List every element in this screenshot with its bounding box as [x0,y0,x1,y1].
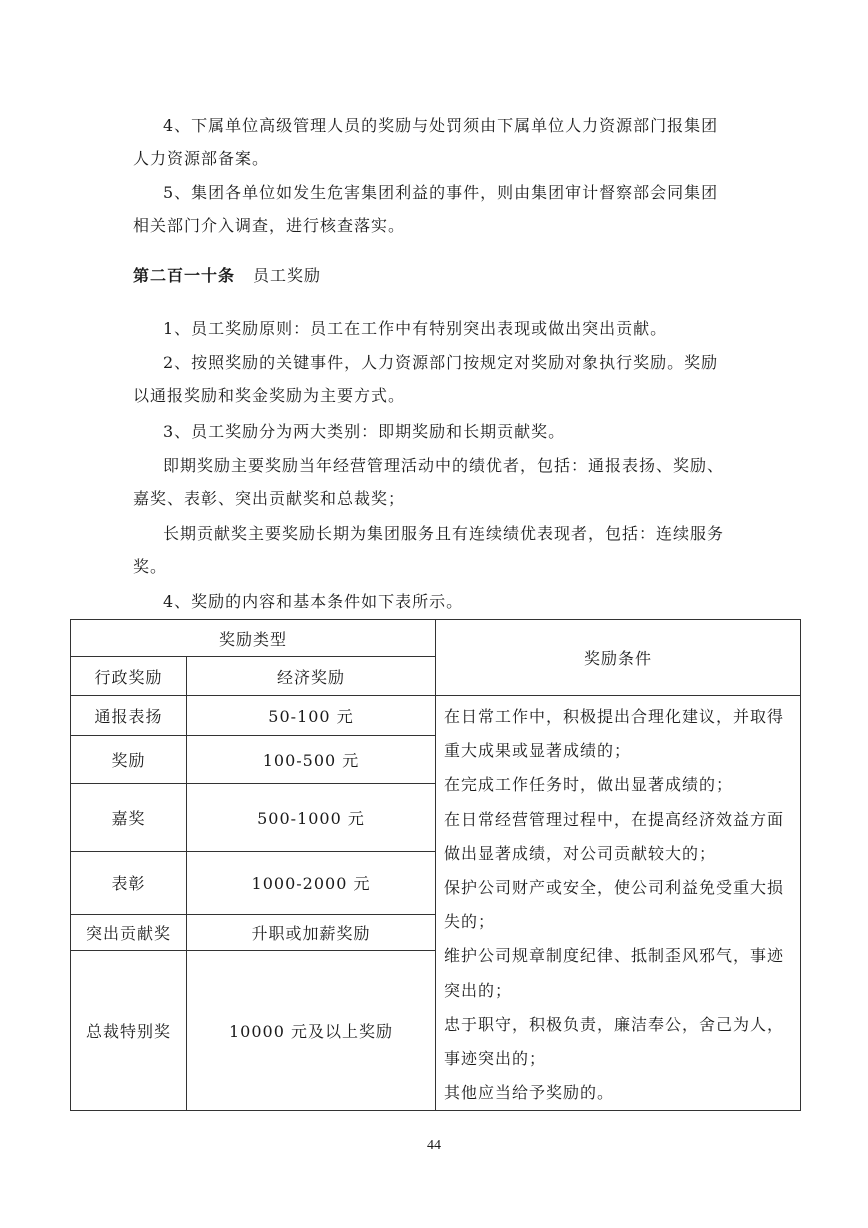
header-award-type: 奖励类型 [71,620,436,657]
body-line: 奖。 [133,557,168,576]
body-line: 长期贡献奖主要奖励长期为集团服务且有连续绩优表现者，包括：连续服务 [163,524,725,543]
body-line: 以通报奖励和奖金奖励为主要方式。 [133,386,406,405]
condition-line: 在完成工作任务时，做出显著成绩的； [444,775,734,795]
paragraph-line: 5、集团各单位如发生危害集团利益的事件，则由集团审计督察部会同集团 [163,183,719,202]
econ-award-cell: 1000-2000 元 [187,852,436,915]
table-row [71,696,801,736]
condition-line: 失的； [444,912,496,932]
condition-line: 其他应当给予奖励的。 [444,1083,615,1103]
condition-line: 事迹突出的； [444,1049,547,1069]
header-admin-award: 行政奖励 [71,657,187,696]
condition-line: 在日常工作中，积极提出合理化建议，并取得 [444,707,785,726]
admin-award-cell: 突出贡献奖 [71,914,187,950]
page-number: 44 [427,1138,441,1153]
condition-line: 突出的； [444,980,513,1000]
condition-line: 保护公司财产或安全，使公司利益免受重大损 [444,878,785,898]
conditions-cell [436,696,801,1111]
condition-line: 重大成果或显著成绩的； [444,741,632,761]
table-header-row [71,620,801,657]
admin-award-cell: 通报表扬 [71,696,187,736]
paragraph-line: 4、下属单位高级管理人员的奖励与处罚须由下属单位人力资源部门报集团 [163,116,719,135]
header-econ-award: 经济奖励 [187,657,436,696]
award-table [70,619,801,1111]
admin-award-cell: 表彰 [71,852,187,915]
body-line: 2、按照奖励的关键事件，人力资源部门按规定对奖励对象执行奖励。奖励 [163,353,719,372]
body-line: 3、员工奖励分为两大类别：即期奖励和长期贡献奖。 [163,422,566,441]
paragraph-line: 人力资源部备案。 [133,149,270,168]
body-line: 4、奖励的内容和基本条件如下表所示。 [163,592,464,611]
body-line: 1、员工奖励原则：员工在工作中有特别突出表现或做出突出贡献。 [163,319,668,338]
condition-line: 做出显著成绩，对公司贡献较大的； [444,843,717,863]
article-heading [133,266,321,286]
condition-line: 维护公司规章制度纪律、抵制歪风邪气，事迹 [444,946,785,966]
condition-line: 忠于职守，积极负责，廉洁奉公，舍己为人， [444,1014,785,1034]
econ-award-cell: 50-100 元 [187,696,436,736]
econ-award-cell: 10000 元及以上奖励 [187,951,436,1111]
admin-award-cell: 嘉奖 [71,784,187,852]
body-line: 嘉奖、表彰、突出贡献奖和总裁奖； [133,489,406,508]
article-title: 员工奖励 [253,266,322,285]
body-line: 即期奖励主要奖励当年经营管理活动中的绩优者，包括：通报表扬、奖励、 [163,456,725,475]
condition-line: 在日常经营管理过程中，在提高经济效益方面 [444,809,785,829]
admin-award-cell: 总裁特别奖 [71,951,187,1111]
econ-award-cell: 100-500 元 [187,735,436,784]
admin-award-cell: 奖励 [71,735,187,784]
econ-award-cell: 500-1000 元 [187,784,436,852]
article-number: 第二百一十条 [133,266,236,285]
paragraph-line: 相关部门介入调查，进行核查落实。 [133,216,406,235]
header-award-condition: 奖励条件 [436,620,801,696]
econ-award-cell: 升职或加薪奖励 [187,914,436,950]
